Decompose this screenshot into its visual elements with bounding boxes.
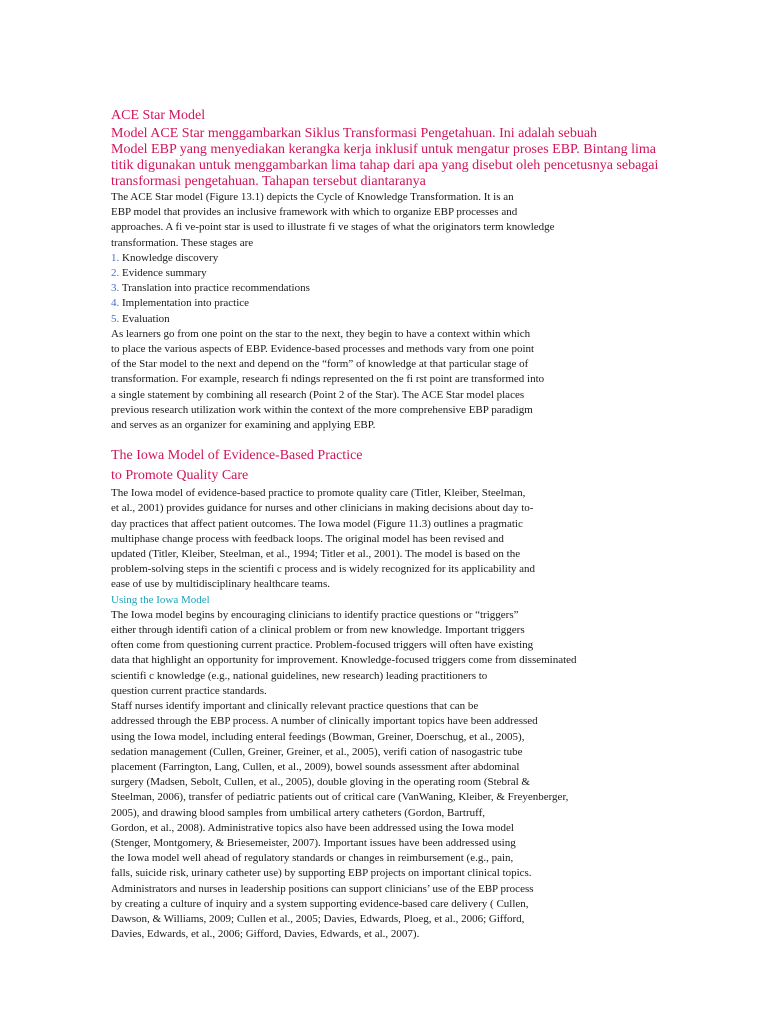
using-iowa-heading: Using the Iowa Model [111, 593, 210, 606]
text-line: addressed through the EBP process. A number of clinically important topics have been addressed [111, 715, 538, 728]
text-line: EBP model that provides an inclusive framework with which to organize EBP processes and [111, 206, 518, 219]
text-line: and serves as an organizer for examining and applying EBP. [111, 419, 376, 432]
text-line: The Iowa model of evidence-based practice to promote quality care (Titler, Kleiber, Steelman, [111, 487, 526, 500]
text-line: either through identifi cation of a clinical problem or from new knowledge. Important triggers [111, 624, 525, 637]
text-line: data that highlight an opportunity for improvement. Knowledge-focused triggers come from disseminated [111, 654, 577, 667]
indonesian-line: Model ACE Star menggambarkan Siklus Transformasi Pengetahuan. Ini adalah sebuah [111, 126, 598, 141]
ace-intro-paragraph [111, 190, 671, 251]
list-item [111, 251, 671, 266]
text-line: The Iowa model begins by encouraging clinicians to identify practice questions or “triggers” [111, 608, 519, 621]
list-text: Evidence summary [122, 267, 207, 280]
text-line: Dawson, & Williams, 2009; Cullen et al., 2005; Davies, Edwards, Ploeg, et al., 2006; Gifford, [111, 912, 525, 925]
ace-after-paragraph [111, 327, 671, 433]
text-line: Steelman, 2006), transfer of pediatric patients out of critical care (VanWaning, Kleiber, & Freyenberger, [111, 791, 569, 804]
text-line: by creating a culture of inquiry and a system supporting evidence-based care delivery ( Cullen, [111, 897, 529, 910]
text-line: surgery (Madsen, Sebolt, Cullen, et al., 2005), double gloving in the operating room (Stebral & [111, 776, 530, 789]
list-number: 4. [111, 297, 120, 310]
stages-list [111, 251, 671, 327]
text-line: falls, suicide risk, urinary catheter use) by supporting EBP projects on important clinical topics. [111, 867, 532, 880]
ace-star-title: ACE Star Model [111, 108, 206, 123]
list-item [111, 312, 671, 327]
list-text: Translation into practice recommendations [121, 282, 310, 295]
iowa-title-line: The Iowa Model of Evidence-Based Practice [111, 448, 363, 464]
list-number: 3. [111, 282, 120, 295]
text-line: approaches. A fi ve-point star is used to illustrate fi ve stages of what the originators term knowledge [111, 221, 555, 234]
section-gap [111, 433, 671, 446]
ace-indonesian-summary [111, 126, 671, 190]
list-number: 2. [111, 267, 120, 280]
iowa-paragraph-2 [111, 699, 671, 942]
iowa-paragraph-1 [111, 608, 671, 699]
list-item [111, 281, 671, 296]
text-line: As learners go from one point on the star to the next, they begin to have a context within which [111, 327, 531, 340]
text-line: question current practice standards. [111, 684, 267, 697]
indonesian-line: transformasi pengetahuan. Tahapan tersebut diantaranya [111, 174, 426, 189]
text-line: transformation. For example, research fi ndings represented on the fi rst point are transformed into [111, 373, 545, 386]
text-line: day practices that affect patient outcomes. The Iowa model (Figure 11.3) outlines a pragmatic [111, 517, 523, 530]
indonesian-line: Model EBP yang menyediakan kerangka kerja inklusif untuk mengatur proses EBP. Bintang lima [111, 142, 656, 157]
text-line: The ACE Star model (Figure 13.1) depicts the Cycle of Knowledge Transformation. It is an [111, 191, 514, 203]
text-line: to place the various aspects of EBP. Evidence-based processes and methods vary from one point [111, 343, 535, 356]
iowa-title-line: to Promote Quality Care [111, 468, 249, 484]
list-text: Implementation into practice [122, 297, 250, 310]
list-text: Evaluation [122, 312, 170, 325]
text-line: Administrators and nurses in leadership positions can support clinicians’ use of the EBP process [111, 882, 534, 895]
text-line: multiphase change process with feedback loops. The original model has been revised and [111, 532, 504, 545]
text-line: Staff nurses identify important and clinically relevant practice questions that can be [111, 700, 479, 713]
text-line: updated (Titler, Kleiber, Steelman, et al., 1994; Titler et al., 2001). The model is based on the [111, 548, 521, 561]
text-line: 2005), and drawing blood samples from umbilical artery catheters (Gordon, Bartruff, [111, 806, 485, 819]
text-line: scientifi c knowledge (e.g., national guidelines, new research) leading practitioners to [111, 669, 488, 682]
text-line: previous research utilization work within the context of the more comprehensive EBP paradigm [111, 403, 533, 416]
text-line: Gordon, et al., 2008). Administrative topics also have been addressed using the Iowa model [111, 821, 514, 834]
list-text: Knowledge discovery [122, 251, 219, 264]
iowa-title [111, 446, 671, 486]
text-line: often come from questioning current practice. Problem-focused triggers will often have existing [111, 639, 534, 652]
list-item [111, 296, 671, 311]
text-line: (Stenger, Montgomery, & Briesemeister, 2007). Important issues have been addressed using [111, 836, 516, 849]
text-line: Davies, Edwards, et al., 2006; Gifford, Davies, Edwards, et al., 2007). [111, 928, 420, 941]
indonesian-line: titik digunakan untuk menggambarkan lima tahap dari apa yang disebut oleh pencetusnya sebagai [111, 158, 659, 173]
text-line: problem-solving steps in the scientifi c process and is widely recognized for its applicability and [111, 563, 536, 576]
text-line: et al., 2001) provides guidance for nurses and other clinicians in making decisions about day to- [111, 502, 534, 515]
list-item [111, 266, 671, 281]
text-line: the Iowa model well ahead of regulatory standards or changes in reimbursement (e.g., pain, [111, 852, 514, 865]
list-number: 5. [111, 312, 120, 325]
text-line: transformation. These stages are [111, 236, 254, 249]
text-line: of the Star model to the next and depend on the “form” of knowledge at that particular stage of [111, 358, 529, 371]
iowa-intro-paragraph [111, 486, 671, 592]
text-line: using the Iowa model, including enteral feedings (Bowman, Greiner, Doerschug, et al., 2005), [111, 730, 525, 743]
text-line: a single statement by combining all research (Point 2 of the Star). The ACE Star model places [111, 388, 525, 401]
text-line: placement (Farrington, Lang, Cullen, et al., 2009), bowel sounds assessment after abdominal [111, 760, 520, 773]
list-number: 1. [111, 251, 120, 264]
document-page [111, 108, 671, 942]
text-line: sedation management (Cullen, Greiner, Greiner, et al., 2005), verifi cation of nasogastric tube [111, 745, 523, 758]
text-line: ease of use by multidisciplinary healthcare teams. [111, 578, 331, 591]
